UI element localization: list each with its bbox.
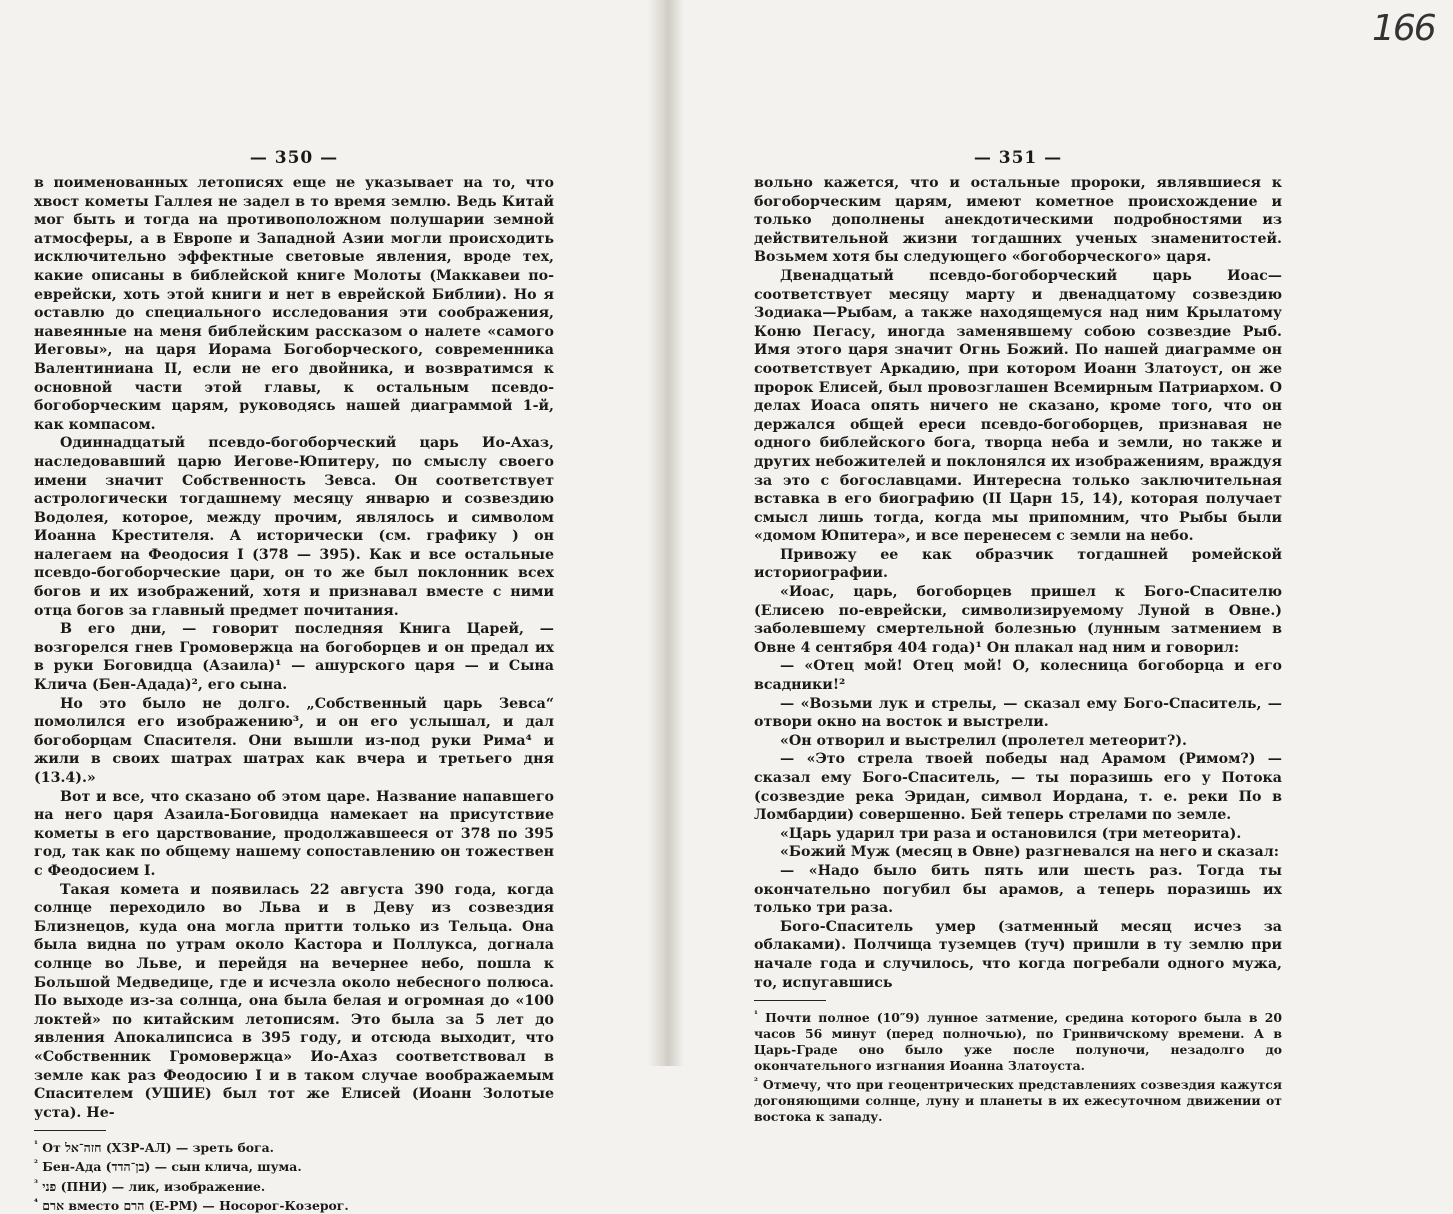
right-page <box>754 148 1282 1125</box>
left-footnote: $^{^3}$ פני (ПНИ) — лик, изображение. <box>34 1178 266 1194</box>
left-paragraph: Такая комета и появилась 22 августа 390 года, когда солнце переходило во Льва и в Деву из созвездия Близнецов, куда она могла притти только из Тельца. Она была видна по утрам около Кастора и Поллукса, догнала солнце во Льве, и перейдя на вечернее небо, пошла к Большой Медведице, где и исчезла около небесного полюса. По выходе из-за солнца, она была белая и огромная до «100 локтей» по китайским летописям. Это была за 5 лет до явления Апокалипсиса в 395 году, и отсюда выходит, что «Собственник Громовержца» Ио-Ахаз соответствовал в земле как раз Феодосию I и в таком случае воображаемым Спасителем (УШИЕ) был тот же Елисей (Иоанн Золотые уста). Не- <box>34 881 554 1121</box>
right-footnote: $^{^2}$ Отмечу, что при геоцентрических представлениях созвездия кажутся догоняющими солнце, луну и планеты в их ежесуточном движении от востока к западу. <box>754 1077 1282 1125</box>
right-page-number: — 351 — <box>973 148 1063 168</box>
right-paragraph: Бого-Спаситель умер (затменный месяц исчез за облаками). Полчища туземцев (туч) пришли в ту землю при начале года и случилось, что когда погребали одного мужа, то, испугавшись <box>754 918 1282 991</box>
left-paragraph: Одиннадцатый псевдо-богоборческий царь Ио-Ахаз, наследовавший царю Иегове-Юпитеру, по смыслу своего имени значит Собственность Зевса. Он соответствует астрологически тогдашнему месяцу январю и созвездию Водолея, которое, между прочим, являлось и символом Иоанна Крестителя. А исторически (см. графику ) он налегаем на Феодосия I (378 — 395). Как и все остальные псевдо-богоборческие цари, он то же был поклонник всех богов и их изображений, хотя и признавал вместе с ними отца богов за главный предмет почитания. <box>34 435 554 619</box>
right-footnotes <box>754 1007 1282 1125</box>
right-paragraph: — «Возьми лук и стрелы, — сказал ему Бого-Спаситель, — отвори окно на восток и выстрели. <box>754 695 1282 731</box>
right-paragraph: «Божий Муж (месяц в Овне) разгневался на него и сказал: <box>780 844 1279 861</box>
left-paragraph: Но это было не долго. „Собственный царь Зевса“ помолился его изображению³, и он его услышал, и дал богоборцам Спасителя. Они вышли из-под руки Рима⁴ и жили в своих шатрах шатрах как вчера и третьего дня (13.4).» <box>34 695 554 786</box>
left-footnote: $^{^2}$ Бен-Ада (בן־הדד) — сын клича, шума. <box>34 1159 302 1175</box>
right-body-text <box>754 174 1282 992</box>
right-paragraph: — «Это стрела твоей победы над Арамом (Римом?) — сказал ему Бого-Спаситель, — ты поразишь его у Потока (созвездие река Эридан, символ Иордана, т. е. реки По в Ломбардии) совершенно. Бей теперь стрелами по земле. <box>754 751 1282 824</box>
right-paragraph: «Он отворил и выстрелил (пролетел метеорит?). <box>780 732 1187 749</box>
left-paragraph: В его дни, — говорит последняя Книга Царей, — возгорелся гнев Громовержца на богоборцев и он предал их в руки Боговидца (Азаила)¹ — ашурского царя — и Сына Клича (Бен-Адада)², его сына. <box>34 621 554 694</box>
left-page <box>34 148 554 1214</box>
right-paragraph: — «Отец мой! Отец мой! О, колесница богоборца и его всадники!² <box>754 658 1282 694</box>
right-paragraph: Привожу ее как образчик тогдашней ромейской историографии. <box>754 546 1282 582</box>
right-paragraph: Двенадцатый псевдо-богоборческий царь Иоас—соответствует месяцу марту и двенадцатому созвездию Зодиака—Рыбам, а также находящемуся над ним Крылатому Коню Пегасу, иногда заменявшему собою созвездие Рыб. Имя этого царя значит Огнь Божий. По нашей диаграмме он соответствует Аркадию, при котором Иоанн Златоуст, он же пророк Елисей, был провозглашен Всемирным Патриархом. О делах Иоаса опять ничего не сказано, кроме того, что он держался общей ереси псевдо-богоборцев, признавая не одного библейского бога, творца неба и земли, но также и других небожителей и поклонялся их изображениям, враждуя за это с богославцами. Интересна только заключительная вставка в его биографию (II Царн 15, 14), которая получает смысл лишь тогда, когда мы припомним, что Рыбы были «домом Юпитера», и все перенесем с земли на небо. <box>754 267 1282 545</box>
left-paragraph: Вот и все, что сказано об этом царе. Название напавшего на него царя Азаила-Боговидца намекает на присутствие кометы в его царствование, продолжавшееся от 378 по 395 год, так как по общему нашему сопоставлению он тожествен с Феодосием I. <box>34 788 554 879</box>
left-footnote: $^{^1}$ От חזה־אל (ХЗР-АЛ) — зреть бога. <box>34 1140 274 1156</box>
left-footnote-rule <box>34 1130 106 1131</box>
right-paragraph: вольно кажется, что и остальные пророки, являвшиеся к богоборческим царям, имеют кометное происхождение и только дополнены анекдотическими подробностями из действительной жизни тогдашних ученых знаменитостей. Возьмем хотя бы следующего «богоборческого» царя. <box>754 175 1282 266</box>
left-page-number: — 350 — <box>249 148 339 168</box>
right-paragraph: «Царь ударил три раза и остановился (три метеорита). <box>780 825 1242 842</box>
right-footnote-rule <box>754 1000 826 1001</box>
right-footnote: $^{^1}$ Почти полное (10″9) лунное затмение, средина которого была в 20 часов 56 минут (перед полночью), по Гринвичскому времени. А в Царь-Граде оно было уже после полуночи, незадолго до окончательного изгнания Иоанна Златоуста. <box>754 1010 1282 1074</box>
handwritten-page-number: 166 <box>1372 8 1435 49</box>
left-footnotes <box>34 1137 554 1214</box>
left-paragraph: в поименованных летописях еще не указывает на то, что хвост кометы Галлея не задел в то время землю. Ведь Китай мог быть и тогда на противоположном полушарии земной атмосферы, а в Европе и Западной Азии могли происходить исключительно эффектные световые явления, вроде тех, какие описаны в библейской книге Молоты (Маккавеи по-еврейски, хоть этой книги и нет в еврейской Библии). Но я оставлю до специального исследования эти соображения, навеянные на меня библейским рассказом о налете «самого Иеговы», на царя Иорама Богоборческого, современника Валентиниана II, если не его двойника, и возвратимся к основной части этой главы, к остальным псевдо-богоборческим царям, руководясь нашей диаграммой 1-й, как компасом. <box>34 175 554 433</box>
left-body-text <box>34 174 554 1122</box>
right-paragraph: — «Надо было бить пять или шесть раз. Тогда ты окончательно погубил бы арамов, а теперь поразишь их только три раза. <box>754 862 1282 917</box>
left-footnote: $^{^4}$ ארם вместо הרם (Е-РМ) — Носорог-Козерог. <box>34 1197 349 1213</box>
right-paragraph: «Иоас, царь, богоборцев пришел к Бого-Спасителю (Елисею по-еврейски, символизируемому Луной в Овне.) заболевшему смертельной болезнью (лунным затмением в Овне 4 сентября 404 года)¹ Он плакал над ним и говорил: <box>754 584 1282 656</box>
book-gutter <box>648 0 684 1066</box>
